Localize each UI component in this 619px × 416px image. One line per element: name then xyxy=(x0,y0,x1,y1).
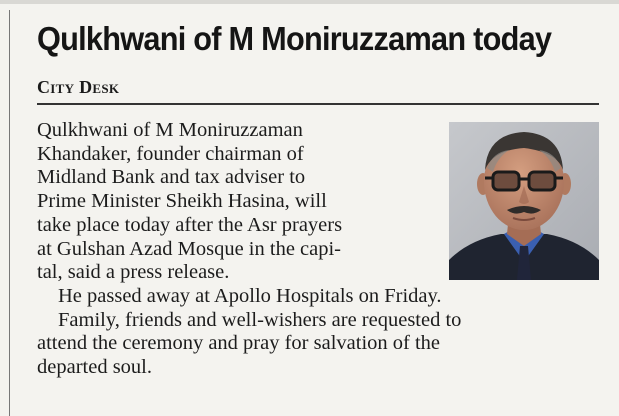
body-line: He passed away at Apollo Hospitals on Friday. xyxy=(58,284,442,307)
body-line: Midland Bank and tax adviser to xyxy=(37,166,306,189)
body-line: Family, friends and well-wishers are requested to xyxy=(58,308,462,331)
body-line: attend the ceremony and pray for salvation of the xyxy=(37,332,441,355)
column-rule xyxy=(9,10,10,416)
byline-divider xyxy=(37,103,599,105)
byline: City Desk xyxy=(37,77,120,97)
body-line: departed soul. xyxy=(37,356,152,379)
body-line: Prime Minister Sheikh Hasina, will xyxy=(37,190,327,213)
glasses-left-lens xyxy=(493,172,519,190)
headline: Qulkhwani of M Moniruzzaman today xyxy=(37,20,552,57)
body-line: Qulkhwani of M Moniruzzaman xyxy=(37,119,303,141)
body-line: take place today after the Asr prayers xyxy=(37,213,343,236)
body-line: Khandaker, founder chairman of xyxy=(37,142,304,165)
body-line: at Gulshan Azad Mosque in the capi- xyxy=(37,237,342,260)
glasses-right-lens xyxy=(529,172,555,190)
top-border xyxy=(0,0,619,4)
body-line: tal, said a press release. xyxy=(37,261,230,284)
portrait-photo xyxy=(449,122,599,280)
